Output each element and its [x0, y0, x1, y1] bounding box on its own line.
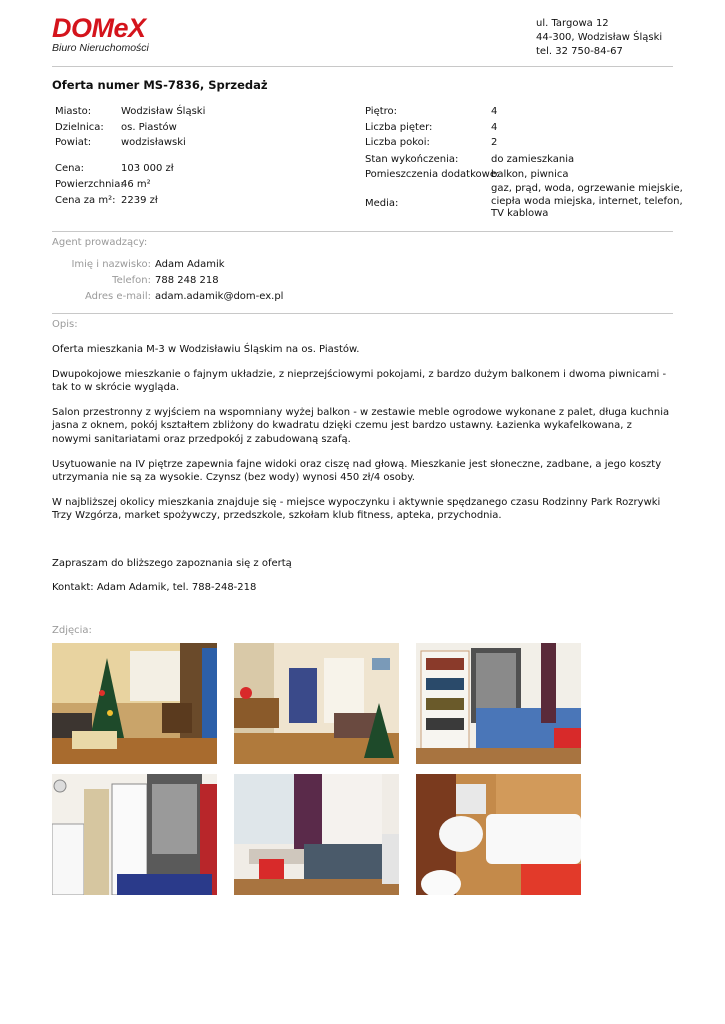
agent-section-label: Agent prowadzący: — [52, 237, 148, 248]
address-city: 44-300, Wodzisław Śląski — [536, 32, 663, 43]
detail-label: Dzielnica: — [55, 122, 104, 133]
detail-value: wodzisławski — [121, 137, 186, 148]
office-address — [536, 17, 662, 59]
description-section-label: Opis: — [52, 319, 78, 330]
description-paragraph: Dwupokojowe mieszkanie o fajnym układzie, z nieprzejściowymi pokojami, z bardzo dużym balkonem i dwoma piwnicami - tak to w skrócie wygląda. — [52, 368, 667, 394]
utilities-line: TV kablowa — [491, 208, 549, 219]
company-logo — [52, 14, 149, 54]
description-paragraph: W najbliższej okolicy mieszkania znajduje się - miejsce wypoczynku i aktywnie spędzanego czasu Rodzinny Park Rozrywki Trzy Wzgórza, market spożywczy, przedszkole, szkołam klub fitness, apteka, przychodnia. — [52, 496, 661, 522]
office-phone: tel. 32 750-84-67 — [536, 46, 623, 57]
detail-label: Pomieszczenia dodatkowe: — [365, 169, 500, 180]
detail-label: Media: — [365, 198, 399, 209]
detail-label: Powierzchnia: — [55, 179, 124, 190]
photo-living-room-tree[interactable] — [52, 643, 217, 764]
description-body — [52, 343, 674, 534]
utilities-line: gaz, prąd, woda, ogrzewanie miejskie, — [491, 183, 683, 194]
utilities-line: ciepła woda miejska, internet, telefon, — [491, 195, 683, 207]
photo-bedroom-bookshelf[interactable] — [416, 643, 581, 764]
agent-name-label: Imię i nazwisko: — [71, 259, 151, 270]
photo-bathroom[interactable] — [416, 774, 581, 895]
agent-phone-label: Telefon: — [112, 275, 151, 286]
detail-label: Liczba pokoi: — [365, 137, 430, 148]
description-paragraph: Oferta mieszkania M-3 w Wodzisławiu Śląskim na os. Piastów. — [52, 344, 360, 355]
detail-value: 4 — [491, 122, 498, 133]
detail-value: 2 — [491, 137, 498, 148]
detail-value: 4 — [491, 106, 498, 117]
detail-value: balkon, piwnica — [491, 169, 569, 180]
agent-email[interactable]: adam.adamik@dom-ex.pl — [155, 291, 284, 302]
description-closing: Zapraszam do bliższego zapoznania się z ofertą — [52, 558, 292, 569]
detail-value: 46 m² — [121, 179, 151, 190]
photos-section-label: Zdjęcia: — [52, 625, 92, 636]
description-paragraph: Usytuowanie na IV piętrze zapewnia fajne widoki oraz ciszę nad głową. Mieszkanie jest słoneczne, zadbane, a jego koszty utrzymania nie są za wysokie. Czynsz (bez wody) wynosi 450 zł/4 osoby. — [52, 458, 662, 484]
agent-divider — [52, 313, 673, 314]
detail-value: Wodzisław Śląski — [121, 106, 206, 117]
agent-phone: 788 248 218 — [155, 275, 219, 286]
detail-value: os. Piastów — [121, 122, 177, 133]
detail-label: Powiat: — [55, 137, 92, 148]
detail-value: 2239 zł — [121, 195, 158, 206]
description-contact: Kontakt: Adam Adamik, tel. 788-248-218 — [52, 582, 257, 593]
details-divider — [52, 231, 673, 232]
photo-bedroom-wardrobe[interactable] — [52, 774, 217, 895]
logo-subtitle: Biuro Nieruchomości — [52, 42, 149, 54]
address-street: ul. Targowa 12 — [536, 18, 609, 29]
detail-label: Cena za m²: — [55, 195, 116, 206]
description-paragraph: Salon przestronny z wyjściem na wspomniany wyżej balkon - w zestawie meble ogrodowe wykonane z palet, długa kuchnia jasna z oknem, pokój kształtem zbliżony do kwadratu dzięki czemu jest bardzo ustawny. Łazienka wykafelkowana, z nowymi sanitariatami oraz przedpokój z zabudowaną szafą. — [52, 406, 670, 445]
agent-email-label: Adres e-mail: — [84, 291, 151, 302]
agent-name: Adam Adamik — [155, 259, 225, 270]
offer-title: Oferta numer MS-7836, Sprzedaż — [52, 78, 268, 92]
detail-label: Liczba pięter: — [365, 122, 433, 133]
detail-label: Cena: — [55, 163, 84, 174]
photo-bedroom-sofa[interactable] — [234, 774, 399, 895]
logo-text: DOMeX — [52, 13, 146, 43]
detail-value: 103 000 zł — [121, 163, 174, 174]
photo-living-room-view[interactable] — [234, 643, 399, 764]
header-divider — [52, 66, 673, 67]
detail-value: do zamieszkania — [491, 154, 575, 165]
utilities-value — [491, 183, 683, 221]
detail-label: Piętro: — [365, 106, 398, 117]
detail-label: Stan wykończenia: — [365, 154, 459, 165]
detail-label: Miasto: — [55, 106, 92, 117]
